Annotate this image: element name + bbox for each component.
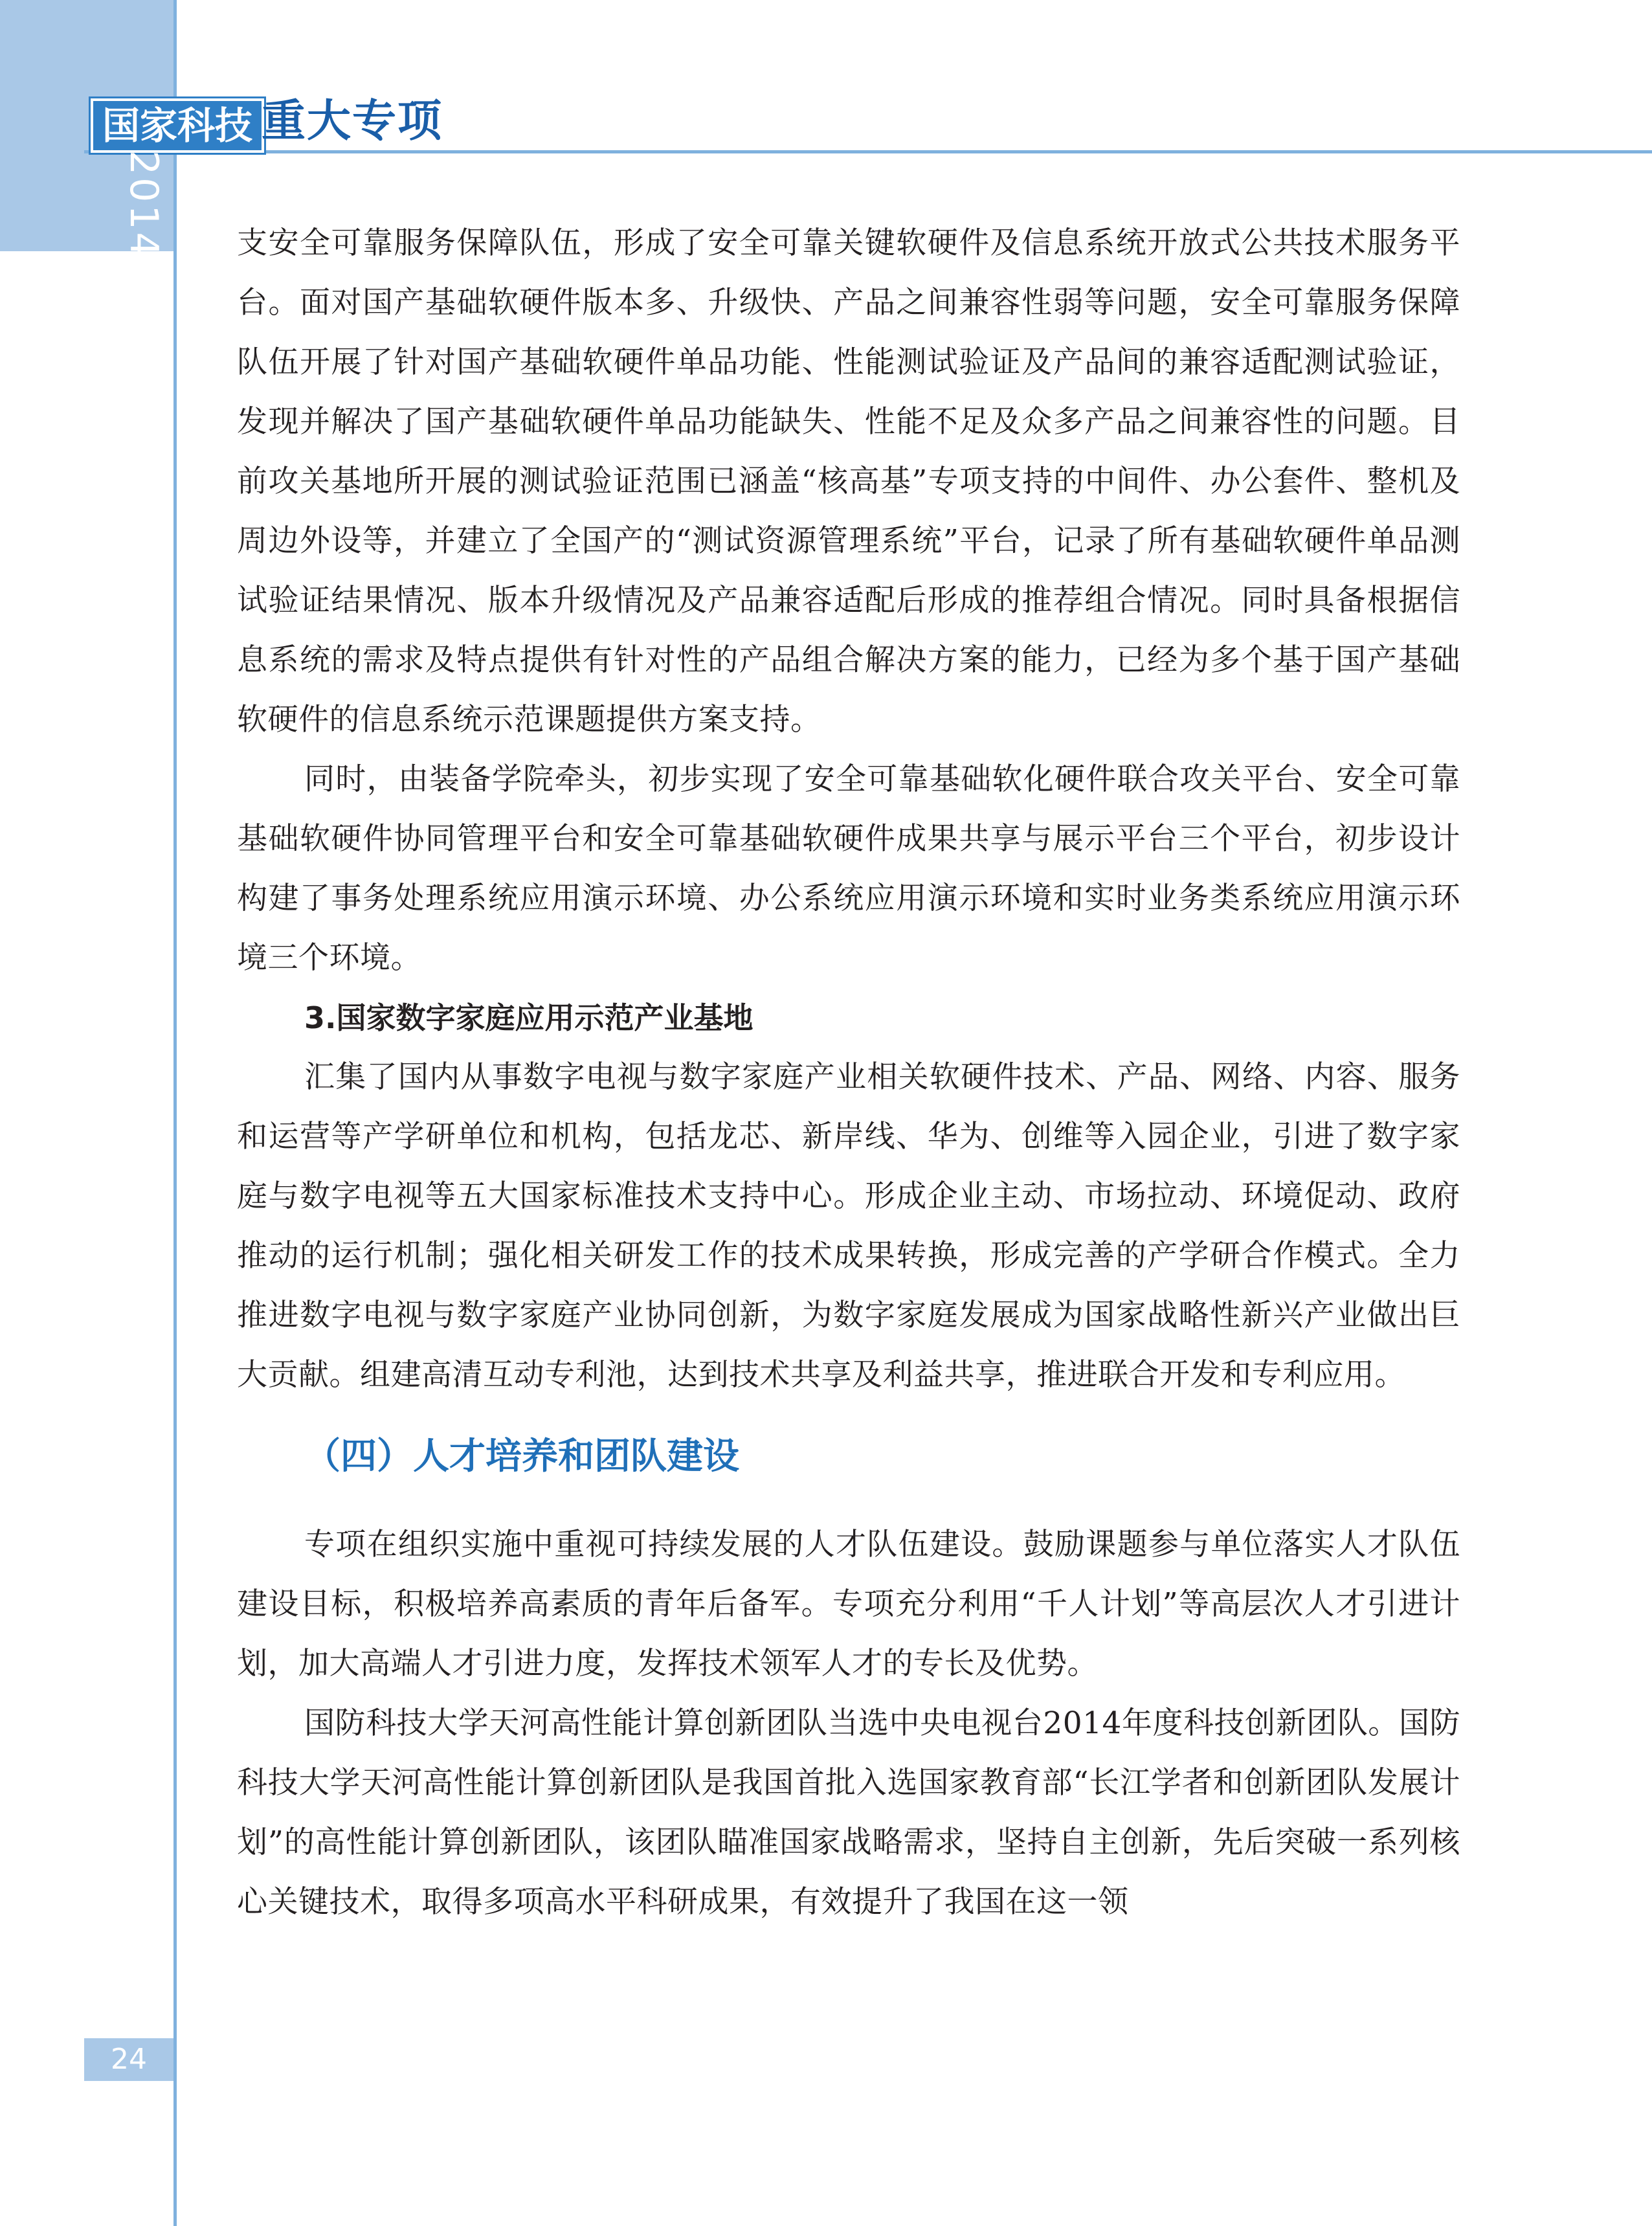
page-body [237, 214, 1460, 1932]
brand-label: 国家科技 [91, 98, 264, 153]
paragraph-1: 支安全可靠服务保障队伍，形成了安全可靠关键软硬件及信息系统开放式公共技术服务平台。面对国产基础软硬件版本多、升级快、产品之间兼容性弱等问题，安全可靠服务保障队伍开展了针对国产基础软硬件单品功能、性能测试验证及产品间的兼容适配测试验证，发现并解决了国产基础软硬件单品功能缺失、性能不足及众多产品之间兼容性的问题。目前攻关基地所开展的测试验证范围已涵盖“核高基”专项支持的中间件、办公套件、整机及周边外设等，并建立了全国产的“测试资源管理系统”平台，记录了所有基础软硬件单品测试验证结果情况、版本升级情况及产品兼容适配后形成的推荐组合情况。同时具备根据信息系统的需求及特点提供有针对性的产品组合解决方案的能力，已经为多个基于国产基础软硬件的信息系统示范课题提供方案支持。 [237, 225, 1460, 737]
header-rule [84, 150, 1652, 153]
paragraph-4: 专项在组织实施中重视可持续发展的人才队伍建设。鼓励课题参与单位落实人才队伍建设目标，积极培养高素质的青年后备军。专项充分利用“千人计划”等高层次人才引进计划，加大高端人才引进力度，发挥技术领军人才的专长及优势。 [237, 1527, 1460, 1681]
section-heading: （四）人才培养和团队建设 [304, 1435, 739, 1478]
page-number: 24 [84, 2038, 173, 2081]
year-report-label: 2014 年度报告 [121, 150, 166, 440]
report-title: 重大专项 [262, 96, 443, 147]
paragraph-2: 同时，由装备学院牵头，初步实现了安全可靠基础软化硬件联合攻关平台、安全可靠基础软硬件协同管理平台和安全可靠基础软硬件成果共享与展示平台三个平台，初步设计构建了事务处理系统应用演示环境、办公系统应用演示环境和实时业务类系统应用演示环境三个环境。 [237, 761, 1460, 976]
paragraph-3: 汇集了国内从事数字电视与数字家庭产业相关软硬件技术、产品、网络、内容、服务和运营等产学研单位和机构，包括龙芯、新岸线、华为、创维等入园企业，引进了数字家庭与数字电视等五大国家标准技术支持中心。形成企业主动、市场拉动、环境促动、政府推动的运行机制；强化相关研发工作的技术成果转换，形成完善的产学研合作模式。全力推进数字电视与数字家庭产业协同创新，为数字家庭发展成为国家战略性新兴产业做出巨大贡献。组建高清互动专利池，达到技术共享及利益共享，推进联合开发和专利应用。 [237, 1059, 1460, 1393]
side-divider-line [173, 0, 177, 2226]
paragraph-5: 国防科技大学天河高性能计算创新团队当选中央电视台2014年度科技创新团队。国防科技大学天河高性能计算创新团队是我国首批入选国家教育部“长江学者和创新团队发展计划”的高性能计算创新团队，该团队瞄准国家战略需求，坚持自主创新，先后突破一系列核心关键技术，取得多项高水平科研成果，有效提升了我国在这一领 [237, 1705, 1460, 1920]
subheading: 3.国家数字家庭应用示范产业基地 [304, 1000, 753, 1035]
